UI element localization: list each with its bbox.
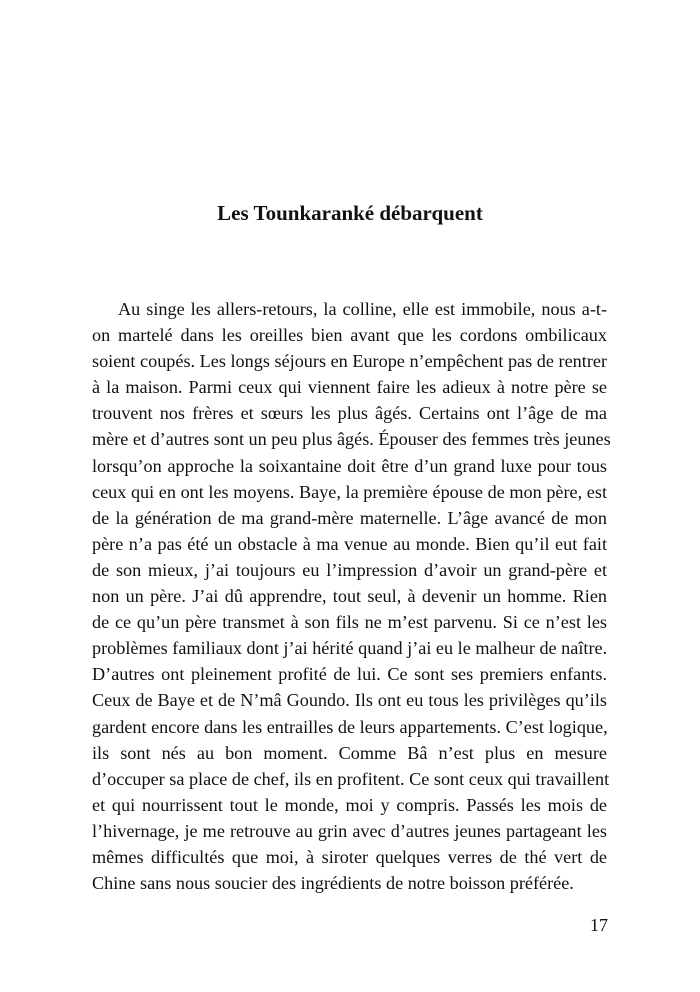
body-line: père n’a pas été un obstacle à ma venue au monde. Bien qu’il eut fait: [92, 533, 607, 554]
body-line: Ceux de Baye et de N’mâ Goundo. Ils ont eu tous les privilèges qu’ils: [92, 690, 607, 711]
body-line: mêmes difficultés que moi, à siroter quelques verres de thé vert de: [92, 846, 607, 867]
page-number: 17: [590, 915, 608, 935]
body-line: à la maison. Parmi ceux qui viennent faire les adieux à notre père se: [92, 377, 607, 398]
body-line: ils sont nés au bon moment. Comme Bâ n’est plus en mesure: [92, 742, 607, 763]
chapter-title: Les Tounkaranké débarquent: [217, 201, 483, 225]
body-line: Au singe les allers-retours, la colline, elle est immobile, nous a-t-: [118, 299, 607, 319]
body-line: de son mieux, j’ai toujours eu l’impression d’avoir un grand-père et: [92, 559, 607, 580]
body-line: de ce qu’un père transmet à son fils ne m’est parvenu. Si ce n’est les: [92, 612, 607, 633]
body-line: de la génération de ma grand-mère maternelle. L’âge avancé de mon: [92, 507, 607, 528]
body-line: et qui nourrissent tout le monde, moi y compris. Passés les mois de: [92, 794, 607, 815]
body-line: lorsqu’on approche la soixantaine doit être d’un grand luxe pour tous: [92, 455, 607, 476]
body-line: soient coupés. Les longs séjours en Europe n’empêchent pas de rentrer: [92, 351, 607, 372]
body-line: d’occuper sa place de chef, ils en profitent. Ce sont ceux qui travaillent: [92, 768, 610, 789]
body-line: D’autres ont pleinement profité de lui. Ce sont ses premiers enfants.: [92, 664, 607, 685]
body-paragraph: [92, 296, 611, 896]
body-line: ceux qui en ont les moyens. Baye, la première épouse de mon père, est: [92, 481, 607, 502]
body-line: mère et d’autres sont un peu plus âgés. Épouser des femmes très jeunes: [92, 429, 611, 450]
body-line: non un père. J’ai dû apprendre, tout seul, à devenir un homme. Rien: [92, 586, 607, 607]
body-line: on martelé dans les oreilles bien avant que les cordons ombilicaux: [92, 325, 607, 346]
body-line: l’hivernage, je me retrouve au grin avec d’autres jeunes partageant les: [92, 820, 607, 841]
body-line: gardent encore dans les entrailles de leurs appartements. C’est logique,: [92, 716, 608, 737]
body-line: Chine sans nous soucier des ingrédients de notre boisson préférée.: [92, 873, 574, 894]
body-line: trouvent nos frères et sœurs les plus âgés. Certains ont l’âge de ma: [92, 403, 607, 424]
body-line: problèmes familiaux dont j’ai hérité quand j’ai eu le malheur de naître.: [92, 638, 608, 659]
